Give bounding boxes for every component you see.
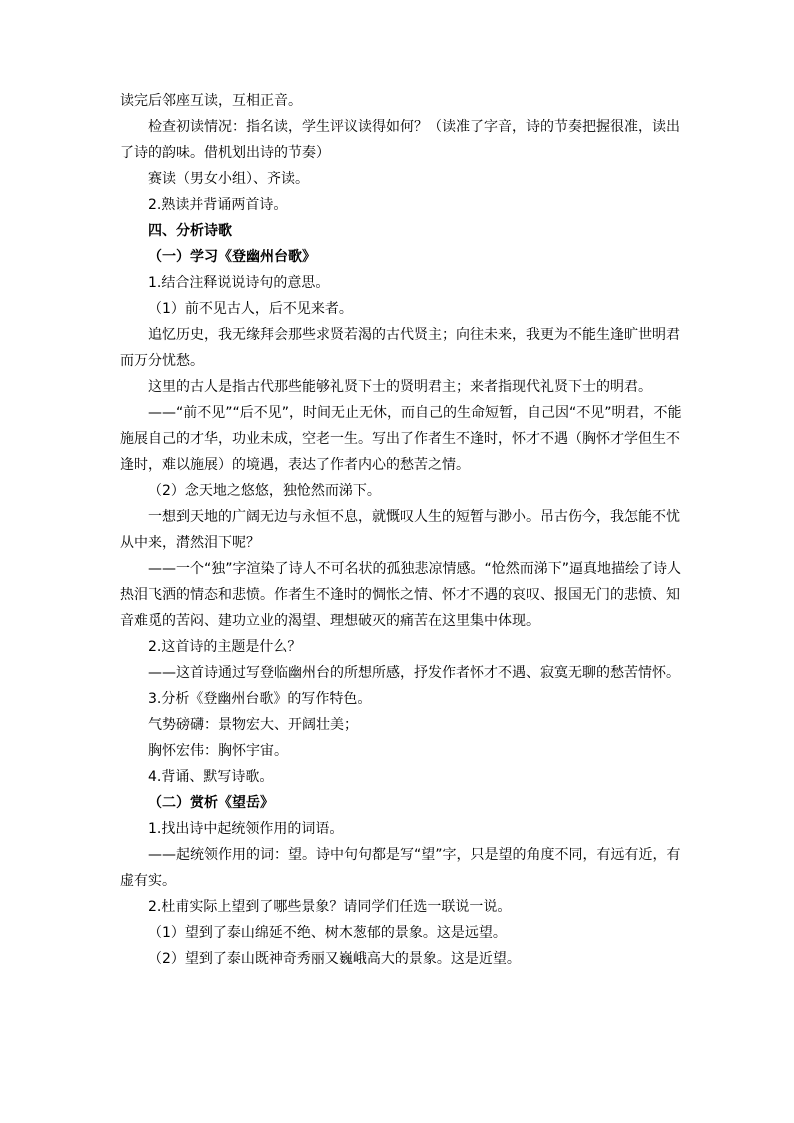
paragraph: 一想到天地的广阔无边与永恒不息，就慨叹人生的短暂与渺小。吊古伤今，我怎能不忧从中来，潸然泪下呢？ (120, 509, 680, 551)
paragraph: （1）前不见古人，后不见来者。 (148, 301, 353, 317)
paragraph: 4.背诵、默写诗歌。 (148, 769, 274, 785)
paragraph: （2）念天地之悠悠，独怆然而涕下。 (148, 483, 381, 499)
paragraph: （1）望到了泰山绵延不绝、树木葱郁的景象。这是远望。 (148, 925, 507, 941)
paragraph: 赛读（男女小组）、齐读。 (148, 171, 309, 187)
subsection-heading: （一）学习《登幽州台歌》 (148, 249, 316, 265)
subsection-heading: （二）赏析《望岳》 (148, 795, 274, 811)
paragraph: 胸怀宏伟：胸怀宇宙。 (148, 743, 288, 759)
paragraph: 1.结合注释说说诗句的意思。 (148, 275, 330, 291)
paragraph: 气势磅礴：景物宏大、开阔壮美； (148, 717, 358, 733)
paragraph: 检查初读情况：指名读，学生评议读得如何？（读准了字音，诗的节奏把握很准，读出了诗的韵味。借机划出诗的节奏） (120, 119, 680, 161)
document-body (120, 88, 687, 972)
paragraph: 追忆历史，我无缘拜会那些求贤若渴的古代贤主；向往未来，我更为不能生逢旷世明君而万分忧愁。 (120, 327, 680, 369)
paragraph: 2.杜甫实际上望到了哪些景象？请同学们任选一联说一说。 (148, 899, 512, 915)
paragraph: 这里的古人是指古代那些能够礼贤下士的贤明君主；来者指现代礼贤下士的明君。 (148, 379, 652, 395)
paragraph: 1.找出诗中起统领作用的词语。 (148, 821, 344, 837)
paragraph: ——一个“独”字渲染了诗人不可名状的孤独悲凉情感。“怆然而涕下”逼真地描绘了诗人热泪飞洒的情态和悲愤。作者生不逢时的惆怅之情、怀才不遇的哀叹、报国无门的悲愤、知音难觅的苦闷、建功立业的渴望、理想破灭的痛苦在这里集中体现。 (120, 561, 682, 629)
paragraph: 3.分析《登幽州台歌》的写作特色。 (148, 691, 372, 707)
section-heading: 四、分析诗歌 (148, 223, 232, 239)
paragraph: 2.熟读并背诵两首诗。 (148, 197, 288, 213)
paragraph: ——“前不见”“后不见”，时间无止无休，而自己的生命短暂，自己因“不见”明君，不能施展自己的才华，功业未成，空老一生。写出了作者生不逢时，怀才不遇（胸怀才学但生不逢时，难以施展）的境遇，表达了作者内心的愁苦之情。 (120, 405, 682, 473)
paragraph: 2.这首诗的主题是什么？ (148, 639, 302, 655)
paragraph: ——起统领作用的词：望。诗中句句都是写“望”字，只是望的角度不同，有远有近，有虚有实。 (120, 847, 681, 889)
paragraph: 读完后邻座互读，互相正音。 (120, 93, 302, 109)
paragraph: （2）望到了泰山既神奇秀丽又巍峨高大的景象。这是近望。 (148, 951, 521, 967)
paragraph: ——这首诗通过写登临幽州台的所想所感，抒发作者怀才不遇、寂寞无聊的愁苦情怀。 (148, 665, 680, 681)
